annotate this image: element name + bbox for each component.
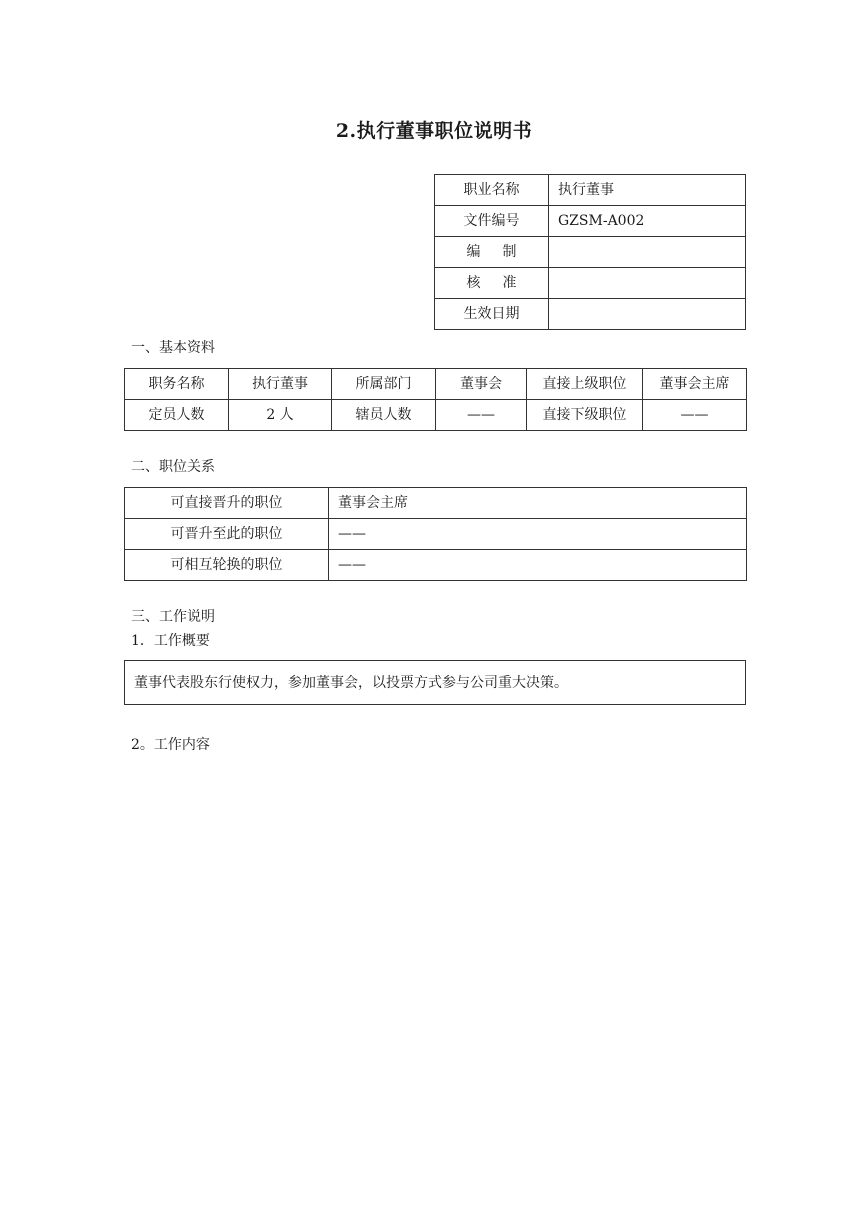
- table-row: [435, 237, 746, 268]
- doc-info-value-prepared: [549, 237, 746, 268]
- doc-info-label-approved: 核准: [435, 268, 549, 299]
- doc-info-value-job-name: 执行董事: [549, 175, 746, 206]
- table-cell: 董事会: [436, 369, 527, 400]
- table-cell: 直接上级职位: [527, 369, 643, 400]
- table-cell: 2 人: [229, 400, 332, 431]
- position-relations-table: [124, 487, 747, 581]
- table-row: [125, 550, 747, 581]
- relation-label: 可相互轮换的职位: [125, 550, 329, 581]
- basic-info-table: [124, 368, 747, 431]
- table-cell: 董事会主席: [643, 369, 747, 400]
- table-row: [435, 206, 746, 237]
- table-row: [435, 175, 746, 206]
- relation-label: 可晋升至此的职位: [125, 519, 329, 550]
- doc-info-value-effective-date: [549, 299, 746, 330]
- doc-info-value-approved: [549, 268, 746, 299]
- doc-info-label-job-name: 职业名称: [435, 175, 549, 206]
- doc-info-label-prepared: 编制: [435, 237, 549, 268]
- work-overview-box: 董事代表股东行使权力，参加董事会，以投票方式参与公司重大决策。: [124, 660, 746, 705]
- table-row: [435, 268, 746, 299]
- doc-info-value-file-number: GZSM-A002: [549, 206, 746, 237]
- table-row: [125, 488, 747, 519]
- section-heading-relations: 二、职位关系: [131, 459, 215, 475]
- table-cell: ——: [643, 400, 747, 431]
- relation-value: ——: [329, 550, 747, 581]
- table-cell: 定员人数: [125, 400, 229, 431]
- relation-value: ——: [329, 519, 747, 550]
- relation-value: 董事会主席: [329, 488, 747, 519]
- subsection-heading-content: 2。工作内容: [131, 737, 210, 753]
- table-row: [435, 299, 746, 330]
- section-heading-work: 三、工作说明: [131, 609, 215, 625]
- table-row: [125, 369, 747, 400]
- subsection-heading-overview: 1．工作概要: [131, 633, 210, 649]
- section-heading-basic: 一、基本资料: [131, 340, 215, 356]
- table-row: [125, 519, 747, 550]
- document-info-table: [434, 174, 746, 330]
- table-cell: 执行董事: [229, 369, 332, 400]
- doc-info-label-file-number: 文件编号: [435, 206, 549, 237]
- table-cell: ——: [436, 400, 527, 431]
- document-title: 2.执行董事职位说明书: [335, 120, 533, 142]
- doc-info-label-effective-date: 生效日期: [435, 299, 549, 330]
- table-cell: 辖员人数: [332, 400, 436, 431]
- table-cell: 直接下级职位: [527, 400, 643, 431]
- table-row: [125, 400, 747, 431]
- relation-label: 可直接晋升的职位: [125, 488, 329, 519]
- table-cell: 职务名称: [125, 369, 229, 400]
- table-cell: 所属部门: [332, 369, 436, 400]
